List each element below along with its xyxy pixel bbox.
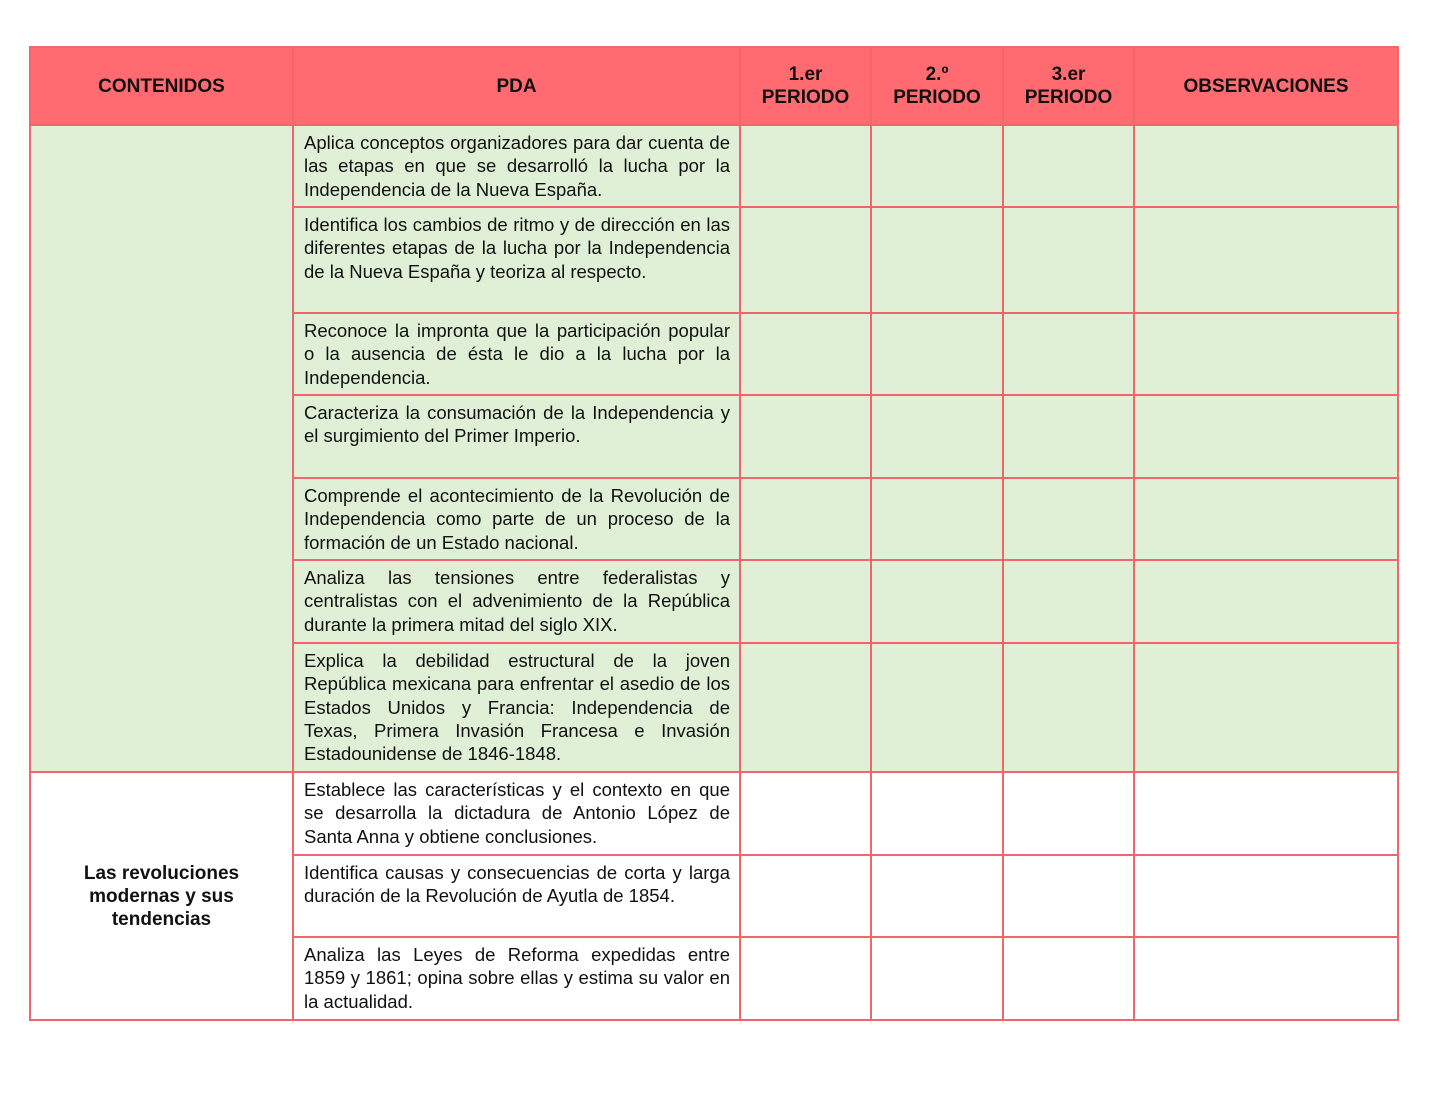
observaciones-cell[interactable]: [1134, 207, 1398, 313]
periodo-2-cell[interactable]: [871, 478, 1003, 560]
periodo-3-cell[interactable]: [1003, 643, 1134, 772]
periodo-2-cell[interactable]: [871, 937, 1003, 1020]
periodo-3-cell[interactable]: [1003, 772, 1134, 855]
observaciones-cell[interactable]: [1134, 125, 1398, 207]
periodo-3-cell[interactable]: [1003, 395, 1134, 478]
header-periodo-3: [1003, 47, 1134, 125]
periodo-2-cell[interactable]: [871, 855, 1003, 937]
periodo-2-cell[interactable]: [871, 643, 1003, 772]
observaciones-cell[interactable]: [1134, 478, 1398, 560]
pda-cell: Identifica causas y consecuencias de corta y larga duración de la Revolución de Ayutla de 1854.: [293, 855, 740, 937]
periodo-1-cell[interactable]: [740, 772, 871, 855]
periodo-3-cell[interactable]: [1003, 478, 1134, 560]
observaciones-cell[interactable]: [1134, 855, 1398, 937]
pda-cell: Analiza las Leyes de Reforma expedidas entre 1859 y 1861; opina sobre ellas y estima su valor en la actualidad.: [293, 937, 740, 1020]
periodo-3-cell[interactable]: [1003, 560, 1134, 643]
observaciones-cell[interactable]: [1134, 772, 1398, 855]
contenido-cell-2: Las revoluciones modernas y sus tendencias: [30, 772, 293, 1020]
header-periodo-1-label: PERIODO: [761, 87, 850, 108]
header-periodo-3-label: PERIODO: [1024, 87, 1113, 108]
header-periodo-1: [740, 47, 871, 125]
pda-cell: Reconoce la impronta que la participación popular o la ausencia de ésta le dio a la lucha por la Independencia.: [293, 313, 740, 395]
contenido-cell-1: [30, 125, 293, 772]
header-periodo-2-number: 2.º: [925, 64, 949, 85]
periodo-2-cell[interactable]: [871, 125, 1003, 207]
header-periodo-1-number: 1.er: [788, 64, 823, 85]
header-periodo-2-label: PERIODO: [893, 87, 981, 108]
periodo-3-cell[interactable]: [1003, 125, 1134, 207]
periodo-2-cell[interactable]: [871, 772, 1003, 855]
observaciones-cell[interactable]: [1134, 313, 1398, 395]
observaciones-cell[interactable]: [1134, 643, 1398, 772]
pda-cell: Caracteriza la consumación de la Independencia y el surgimiento del Primer Imperio.: [293, 395, 740, 478]
table-row: [30, 772, 1398, 855]
periodo-1-cell[interactable]: [740, 207, 871, 313]
periodo-1-cell[interactable]: [740, 313, 871, 395]
pda-cell: Aplica conceptos organizadores para dar cuenta de las etapas en que se desarrolló la lucha por la Independencia de la Nueva España.: [293, 125, 740, 207]
periodo-1-cell[interactable]: [740, 937, 871, 1020]
periodo-1-cell[interactable]: [740, 855, 871, 937]
pda-cell: Establece las características y el contexto en que se desarrolla la dictadura de Antonio López de Santa Anna y obtiene conclusiones.: [293, 772, 740, 855]
observaciones-cell[interactable]: [1134, 395, 1398, 478]
periodo-1-cell[interactable]: [740, 125, 871, 207]
periodo-2-cell[interactable]: [871, 207, 1003, 313]
periodo-3-cell[interactable]: [1003, 937, 1134, 1020]
periodo-1-cell[interactable]: [740, 395, 871, 478]
periodo-1-cell[interactable]: [740, 643, 871, 772]
pda-cell: Comprende el acontecimiento de la Revolución de Independencia como parte de un proceso de la formación de un Estado nacional.: [293, 478, 740, 560]
pda-cell: Identifica los cambios de ritmo y de dirección en las diferentes etapas de la lucha por la Independencia de la Nueva España y teoriza al respecto.: [293, 207, 740, 313]
header-periodo-3-number: 3.er: [1051, 64, 1086, 85]
header-row: [30, 47, 1398, 125]
periodo-1-cell[interactable]: [740, 478, 871, 560]
table-row: [30, 125, 1398, 207]
header-contenidos: CONTENIDOS: [30, 47, 293, 125]
pda-cell: Analiza las tensiones entre federalistas y centralistas con el advenimiento de la República durante la primera mitad del siglo XIX.: [293, 560, 740, 643]
observaciones-cell[interactable]: [1134, 937, 1398, 1020]
periodo-2-cell[interactable]: [871, 313, 1003, 395]
header-periodo-2: [871, 47, 1003, 125]
periodo-3-cell[interactable]: [1003, 207, 1134, 313]
periodo-3-cell[interactable]: [1003, 855, 1134, 937]
evaluation-table: [29, 46, 1399, 1021]
periodo-2-cell[interactable]: [871, 395, 1003, 478]
periodo-2-cell[interactable]: [871, 560, 1003, 643]
observaciones-cell[interactable]: [1134, 560, 1398, 643]
header-observaciones: OBSERVACIONES: [1134, 47, 1398, 125]
periodo-1-cell[interactable]: [740, 560, 871, 643]
periodo-3-cell[interactable]: [1003, 313, 1134, 395]
pda-cell: Explica la debilidad estructural de la joven República mexicana para enfrentar el asedio de los Estados Unidos y Francia: Independencia de Texas, Primera Invasión Francesa e Invasión Estadounidense de 1846-1848.: [293, 643, 740, 772]
header-pda: PDA: [293, 47, 740, 125]
